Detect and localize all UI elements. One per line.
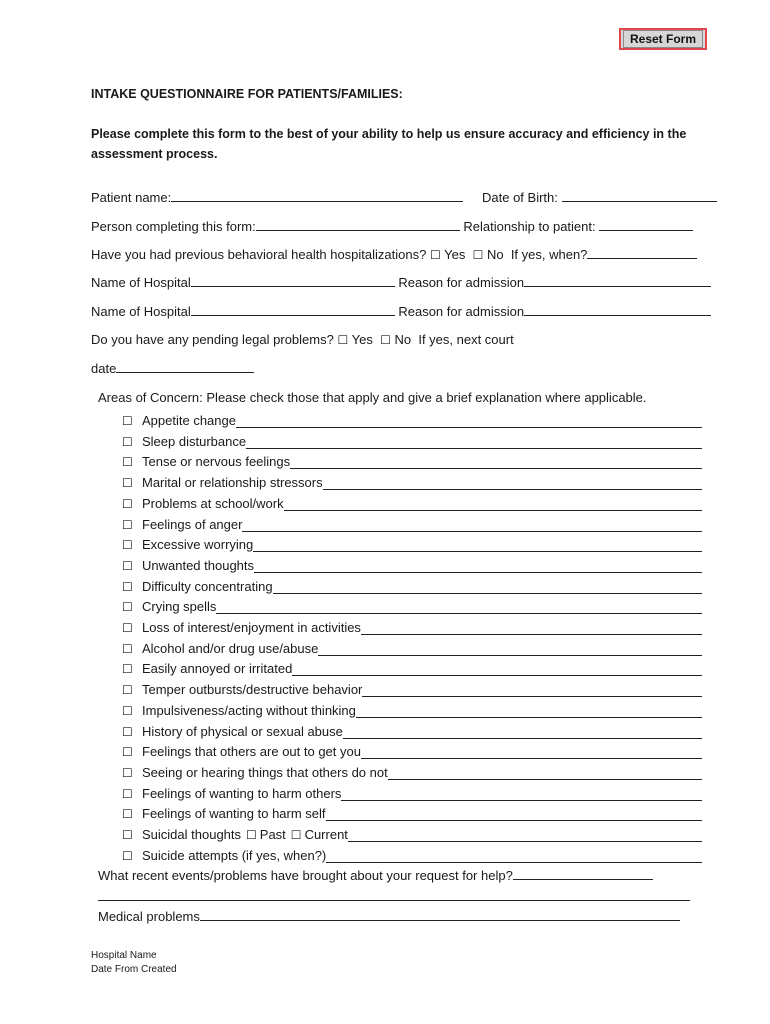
medical-problems-row [98,908,680,924]
concern-explanation-field[interactable] [318,642,702,656]
relationship-field[interactable] [599,218,693,231]
concern-explanation-field[interactable] [284,497,702,511]
reason-label: Reason for admission [398,275,525,290]
concern-label: Marital or relationship stressors [142,475,323,490]
concern-label: Feelings that others are out to get you [142,744,361,759]
concern-item [122,578,702,594]
suicidal-current-checkbox[interactable]: ☐ [290,828,302,842]
concern-label: Difficulty concentrating [142,579,273,594]
suicidal-past-checkbox[interactable]: ☐ [246,828,257,842]
concern-checkbox[interactable]: ☐ [122,828,133,842]
legal-question: Do you have any pending legal problems? [91,332,334,347]
concern-label: Suicide attempts (if yes, when?) [142,848,327,863]
concern-checkbox[interactable]: ☐ [122,559,133,573]
concern-checkbox[interactable]: ☐ [122,662,133,676]
concern-explanation-field[interactable] [246,435,702,449]
court-date-row [91,360,254,376]
concern-checkbox[interactable]: ☐ [122,621,133,635]
concern-label: Appetite change [142,413,236,428]
concern-explanation-field[interactable] [361,621,702,635]
reason-field-1[interactable] [524,274,711,287]
concern-checkbox[interactable]: ☐ [122,497,133,511]
next-court-label: If yes, next court [418,332,514,347]
concern-checkbox[interactable]: ☐ [122,580,133,594]
concern-checkbox[interactable]: ☐ [122,766,133,780]
concern-label: Loss of interest/enjoyment in activities [142,620,361,635]
concern-checkbox[interactable]: ☐ [122,600,133,614]
concern-explanation-field[interactable] [273,580,702,594]
legal-yes-label: Yes [351,332,373,347]
hospital-name-field-2[interactable] [191,303,395,316]
hospitalization-row [91,246,697,262]
concern-explanation-field[interactable] [361,745,702,759]
concern-label: Impulsiveness/acting without thinking [142,703,356,718]
concern-label: Problems at school/work [142,496,284,511]
concern-item [122,743,702,759]
hosp-yes-label: Yes [444,247,466,262]
person-completing-field[interactable] [256,218,460,231]
concern-item [122,805,702,821]
concern-explanation-field[interactable] [242,518,702,532]
concern-item [122,598,702,614]
concern-explanation-field[interactable] [348,828,702,842]
concern-item [122,723,702,739]
concern-label: Feelings of wanting to harm self [142,806,326,821]
reason-label: Reason for admission [398,304,525,319]
concern-label: Temper outbursts/destructive behavior [142,682,363,697]
recent-events-label: What recent events/problems have brought about your request for help? [98,868,513,883]
hospital-name-label: Name of Hospital [91,304,191,319]
hosp-no-checkbox[interactable]: ☐ [472,248,484,262]
legal-row [91,332,514,347]
concern-label: Feelings of wanting to harm others [142,786,342,801]
concern-checkbox[interactable]: ☐ [122,455,133,469]
concern-checkbox[interactable]: ☐ [122,642,133,656]
relationship-label: Relationship to patient: [463,219,596,234]
concern-checkbox[interactable]: ☐ [122,414,133,428]
concern-explanation-field[interactable] [343,725,702,739]
concern-label: Feelings of anger [142,517,243,532]
person-completing-label: Person completing this form: [91,219,256,234]
hospital-row-1 [91,274,711,290]
concern-item [122,702,702,718]
concern-label: History of physical or sexual abuse [142,724,343,739]
concern-explanation-field[interactable] [216,600,702,614]
concern-item [122,681,702,697]
recent-events-field-line-2[interactable] [98,900,690,901]
concern-item [122,619,702,635]
medical-problems-label: Medical problems [98,909,200,924]
hospital-row-2 [91,303,711,319]
concern-item [122,557,702,573]
recent-events-field[interactable] [513,867,653,880]
concern-label: Sleep disturbance [142,434,247,449]
patient-name-row [91,189,463,205]
concern-item [122,412,702,428]
legal-no-checkbox[interactable]: ☐ [380,333,391,347]
legal-no-label: No [394,332,412,347]
concern-item [122,640,702,656]
form-instructions: Please complete this form to the best of your ability to help us ensure accuracy and efficiency in the assessment process. [91,127,687,161]
concern-label: Unwanted thoughts [142,558,255,573]
concern-explanation-field[interactable] [254,559,702,573]
concern-item [122,764,702,780]
concern-checkbox[interactable]: ☐ [122,683,133,697]
suicidal-current-label: Current [304,827,348,842]
concern-checkbox[interactable]: ☐ [122,807,133,821]
dob-label: Date of Birth: [482,190,558,205]
form-title: INTAKE QUESTIONNAIRE FOR PATIENTS/FAMILIES: [91,87,403,101]
concern-checkbox[interactable]: ☐ [122,787,133,801]
court-date-label: date [91,361,117,376]
concern-label: Suicidal thoughts [142,827,242,842]
concern-checkbox[interactable]: ☐ [122,476,133,490]
concern-item [122,474,702,490]
concern-checkbox[interactable]: ☐ [122,538,133,552]
hosp-no-label: No [486,247,504,262]
concern-label: Tense or nervous feelings [142,454,291,469]
concern-checkbox[interactable]: ☐ [122,725,133,739]
concern-explanation-field[interactable] [292,662,702,676]
legal-yes-checkbox[interactable]: ☐ [337,333,349,347]
footer-date-created: Date From Created [91,964,177,975]
concern-item [122,536,702,552]
suicidal-past-label: Past [259,827,286,842]
areas-of-concern-intro: Areas of Concern: Please check those that apply and give a brief explanation where applicable. [98,390,647,405]
concern-label: Alcohol and/or drug use/abuse [142,641,319,656]
concern-checkbox[interactable]: ☐ [122,435,133,449]
concern-explanation-field[interactable] [290,455,702,469]
concern-label: Easily annoyed or irritated [142,661,293,676]
concern-explanation-field[interactable] [253,538,702,552]
reason-field-2[interactable] [524,303,711,316]
concern-item [122,826,702,842]
hospital-name-label: Name of Hospital [91,275,191,290]
dob-row [482,189,717,205]
concern-explanation-field[interactable] [326,849,702,863]
person-completing-row [91,218,693,234]
concern-checkbox[interactable]: ☐ [122,518,133,532]
reset-form-label: Reset Form [623,30,703,48]
hospital-name-field-1[interactable] [191,274,395,287]
concern-item [122,660,702,676]
patient-name-label: Patient name: [91,190,172,205]
concern-label: Crying spells [142,599,217,614]
concern-explanation-field[interactable] [326,807,702,821]
concern-explanation-field[interactable] [388,766,702,780]
concern-item [122,847,702,863]
concern-item [122,495,702,511]
footer-hospital-name: Hospital Name [91,950,157,961]
concern-label: Seeing or hearing things that others do not [142,765,388,780]
hosp-yes-checkbox[interactable]: ☐ [429,248,441,262]
concern-explanation-field[interactable] [356,704,702,718]
hospitalization-question: Have you had previous behavioral health hospitalizations? [91,247,427,262]
concern-checkbox[interactable]: ☐ [122,704,133,718]
reset-form-button[interactable] [619,28,707,50]
recent-events-row [98,867,653,883]
medical-problems-field[interactable] [200,908,680,921]
patient-name-field[interactable] [171,189,463,202]
concern-item [122,785,702,801]
concern-item [122,516,702,532]
concern-explanation-field[interactable] [341,787,702,801]
concern-explanation-field[interactable] [323,476,702,490]
concern-checkbox[interactable]: ☐ [122,849,133,863]
hosp-when-label: If yes, when? [510,247,588,262]
hosp-when-field[interactable] [587,246,697,259]
concern-label: Excessive worrying [142,537,254,552]
dob-field[interactable] [562,189,717,202]
concern-checkbox[interactable]: ☐ [122,745,133,759]
concern-explanation-field[interactable] [236,414,702,428]
concern-item [122,453,702,469]
concern-explanation-field[interactable] [362,683,702,697]
concern-item [122,433,702,449]
court-date-field[interactable] [116,360,254,373]
